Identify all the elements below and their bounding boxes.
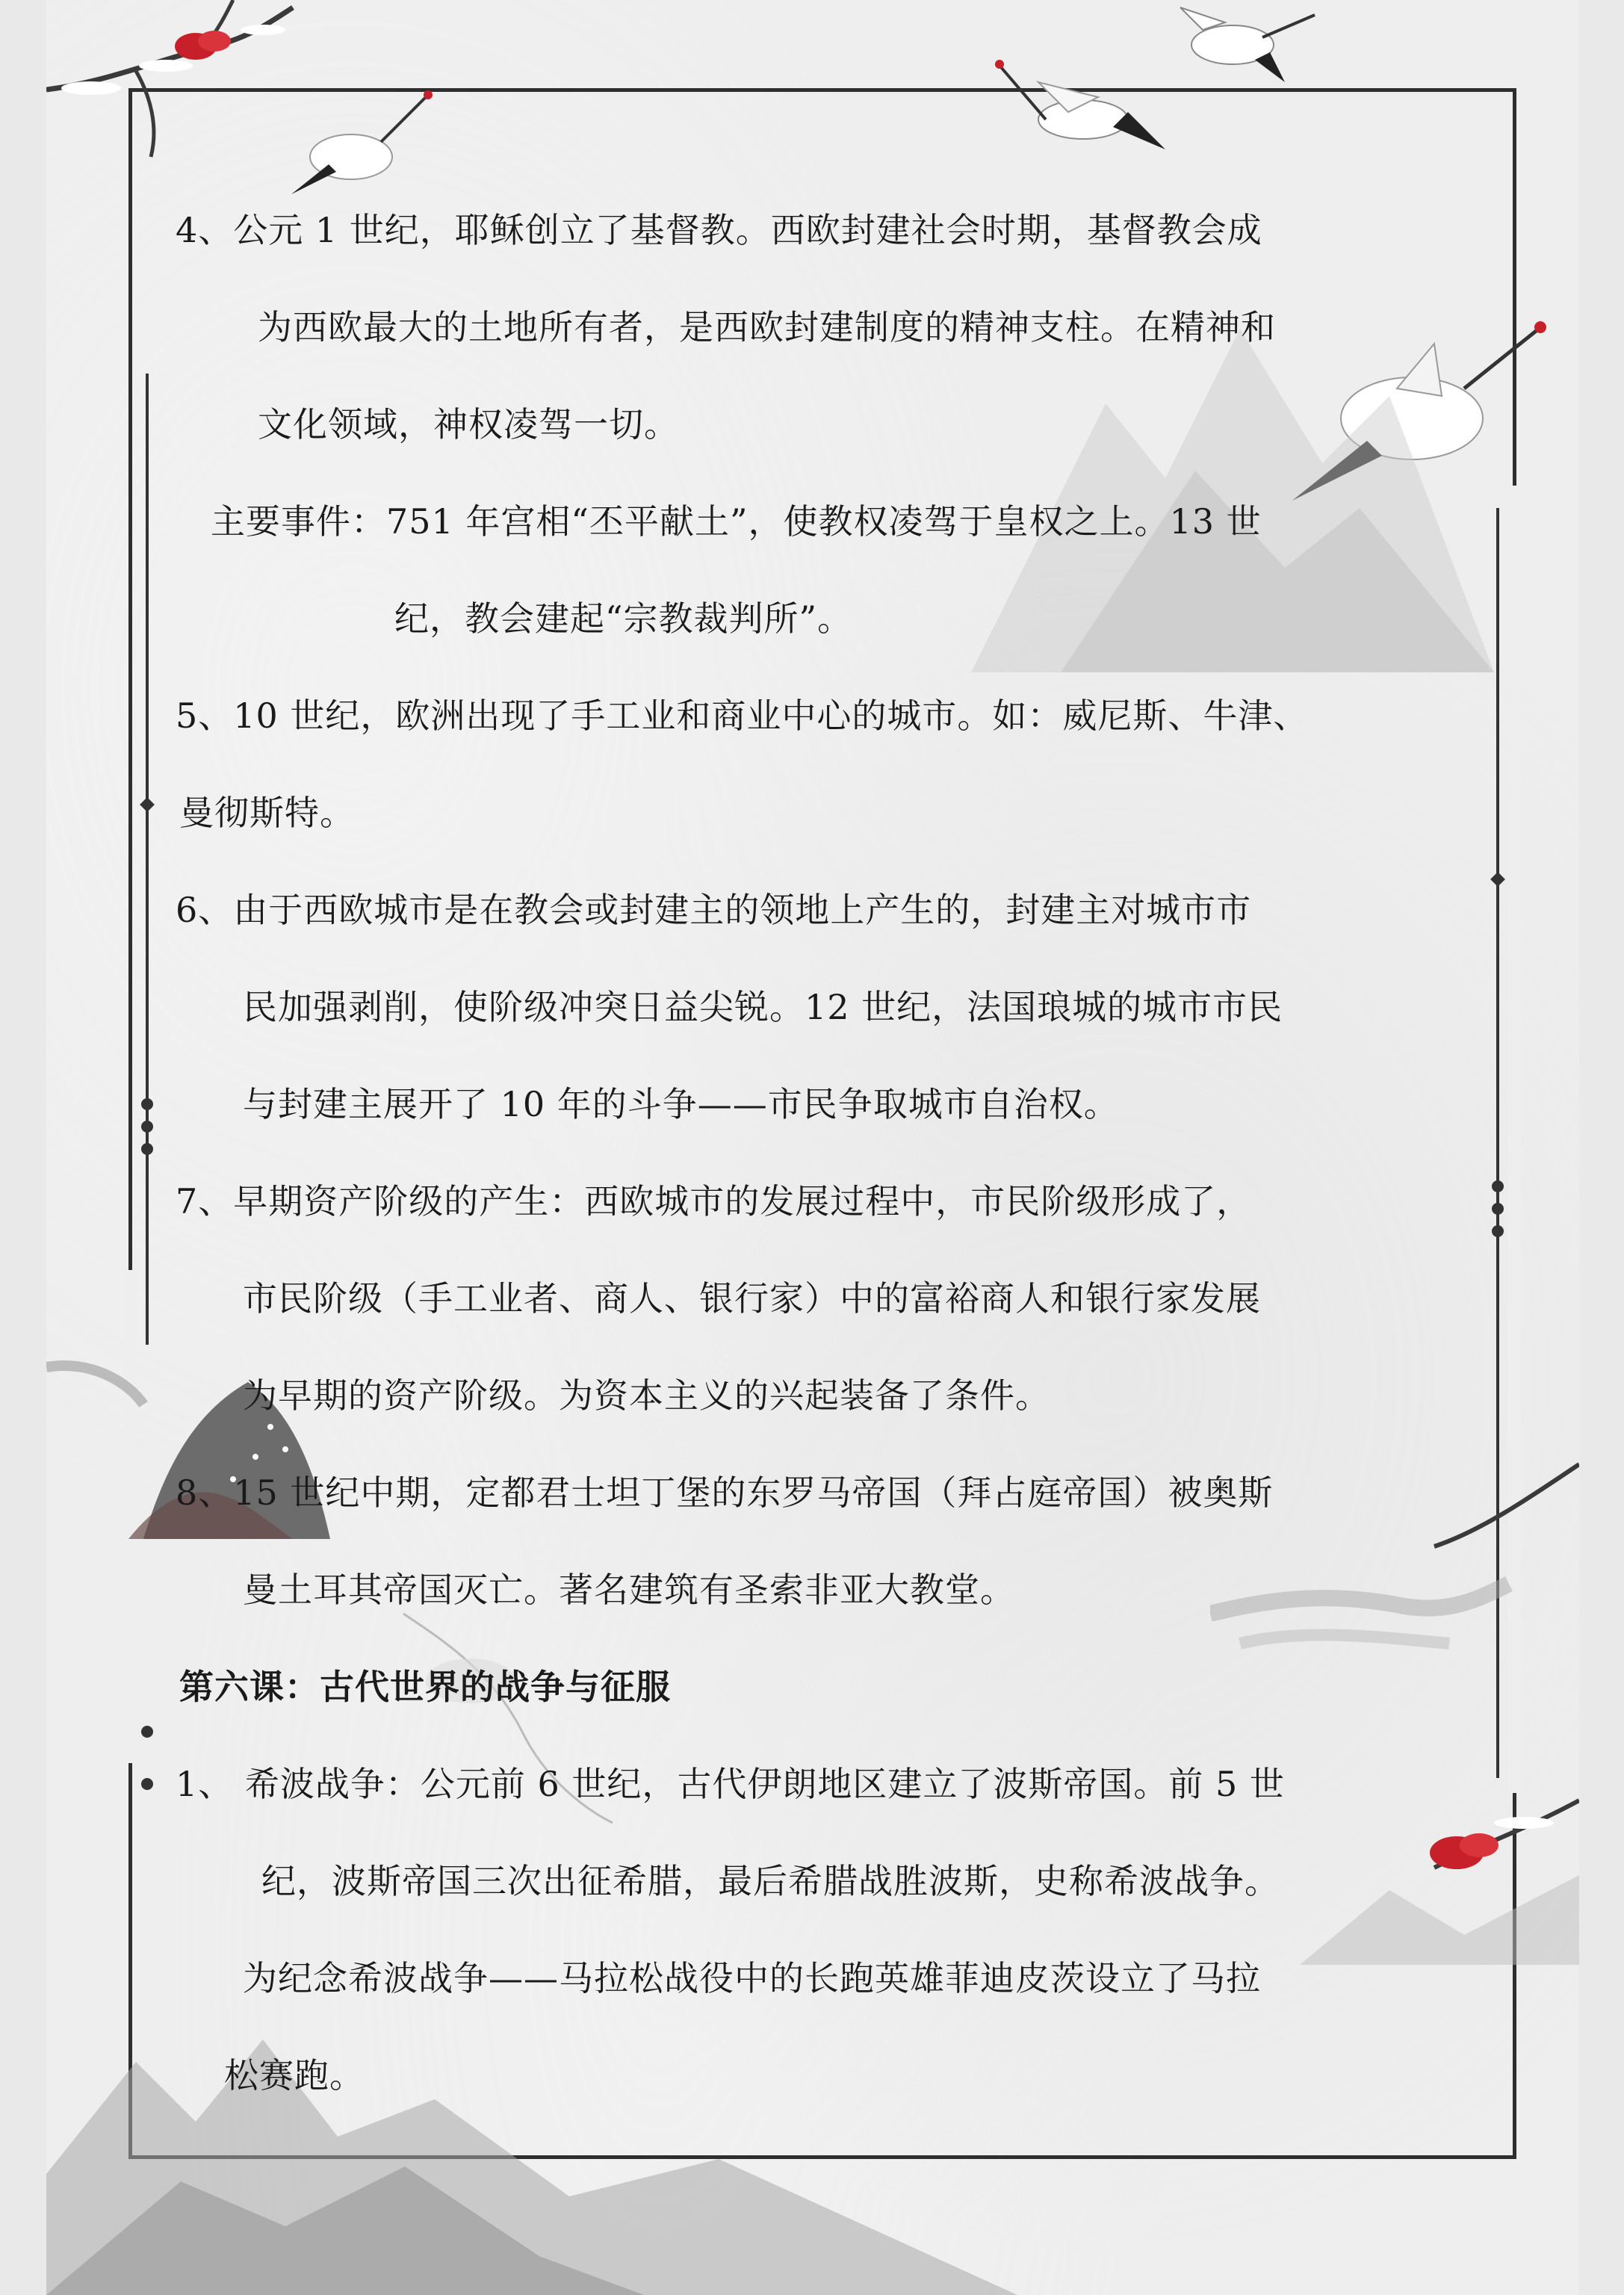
section-6-line-3: 与封建主展开了 10 年的斗争——市民争取城市自治权。 <box>243 1084 1119 1124</box>
section-4-line-2: 为西欧最大的土地所有者，是西欧封建制度的精神支柱。在精神和 <box>258 307 1276 347</box>
section-7-line-2: 市民阶级（手工业者、商人、银行家）中的富裕商人和银行家发展 <box>243 1278 1261 1319</box>
section-6-line-2: 民加强剥削，使阶级冲突日益尖锐。12 世纪，法国琅城的城市市民 <box>243 987 1283 1027</box>
section-5-line-1: 5、10 世纪，欧洲出现了手工业和商业中心的城市。如：威尼斯、牛津、 <box>176 696 1309 736</box>
lesson-6-item-1-line-4: 松赛跑。 <box>224 2055 365 2096</box>
section-4-line-3: 文化领域，神权凌驾一切。 <box>258 404 679 445</box>
section-6-line-1: 6、由于西欧城市是在教会或封建主的领地上产生的，封建主对城市市 <box>176 890 1252 930</box>
section-8-line-2: 曼土耳其帝国灭亡。著名建筑有圣索非亚大教堂。 <box>243 1570 1015 1610</box>
lesson-6-item-1-line-3: 为纪念希波战争——马拉松战役中的长跑英雄菲迪皮茨设立了马拉 <box>243 1958 1261 1998</box>
section-7-line-1: 7、早期资产阶级的产生：西欧城市的发展过程中，市民阶级形成了， <box>176 1181 1252 1221</box>
lesson-6-item-1-line-2: 纪，波斯帝国三次出征希腊，最后希腊战胜波斯，史称希波战争。 <box>261 1861 1280 1901</box>
section-7-line-3: 为早期的资产阶级。为资本主义的兴起装备了条件。 <box>243 1375 1050 1416</box>
section-5-line-2: 曼彻斯特。 <box>179 793 355 833</box>
section-4-line-1: 4、公元 1 世纪，耶稣创立了基督教。西欧封建社会时期，基督教会成 <box>176 210 1262 250</box>
section-4-events-line-2: 纪，教会建起“宗教裁判所”。 <box>394 598 853 639</box>
lesson-6-heading: 第六课：古代世界的战争与征服 <box>179 1667 671 1707</box>
section-4-events-line-1: 主要事件：751 年宫相“丕平献土”，使教权凌驾于皇权之上。13 世 <box>211 501 1262 542</box>
section-8-line-1: 8、15 世纪中期，定都君士坦丁堡的东罗马帝国（拜占庭帝国）被奥斯 <box>176 1472 1274 1513</box>
lesson-6-item-1-line-1: 1、 希波战争：公元前 6 世纪，古代伊朗地区建立了波斯帝国。前 5 世 <box>176 1764 1285 1804</box>
